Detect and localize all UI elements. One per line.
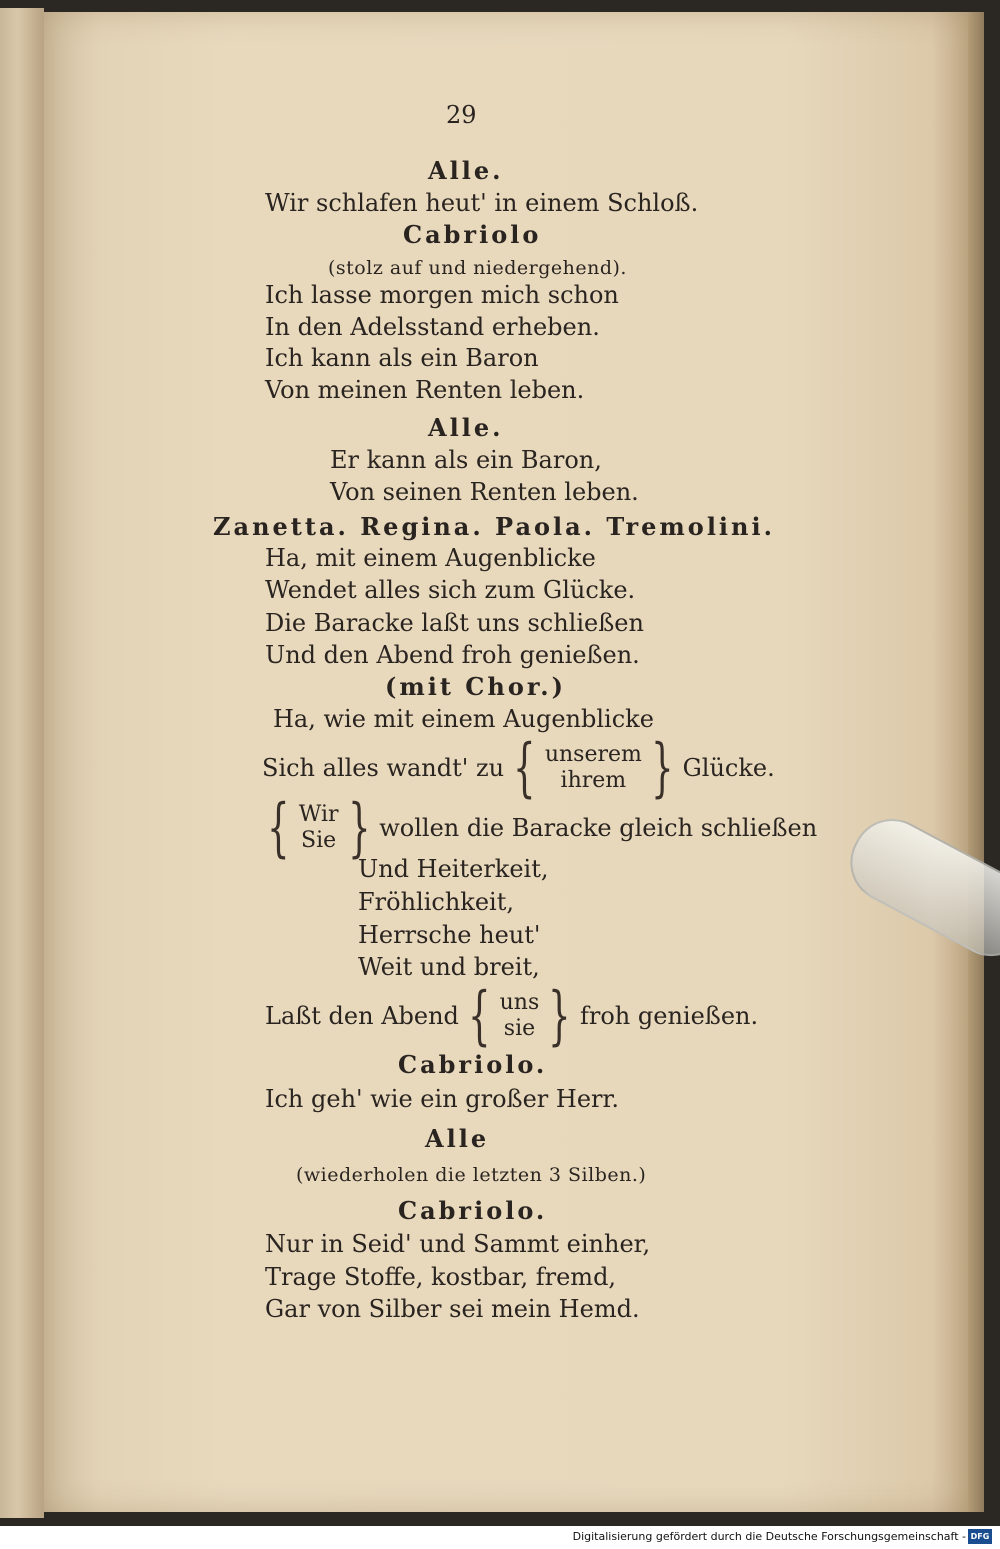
verse-text: froh genießen. bbox=[580, 1002, 759, 1030]
verse-line: Fröhlichkeit, bbox=[358, 888, 514, 916]
alternative-stack bbox=[299, 802, 339, 854]
right-brace: } bbox=[347, 791, 371, 865]
speaker-heading: Alle. bbox=[428, 413, 504, 442]
verse-line: Von meinen Renten leben. bbox=[265, 376, 585, 404]
verse-line: Wendet alles sich zum Glücke. bbox=[265, 576, 636, 604]
verse-line: Gar von Silber sei mein Hemd. bbox=[265, 1295, 640, 1323]
verse-line-with-brace bbox=[258, 791, 818, 865]
alternative-word: ihrem bbox=[560, 768, 627, 793]
left-brace: { bbox=[267, 791, 290, 865]
speaker-heading: Alle. bbox=[428, 156, 504, 185]
alternative-word: sie bbox=[503, 1016, 536, 1041]
alternative-word: Wir bbox=[298, 802, 339, 827]
verse-line: In den Adelsstand erheben. bbox=[265, 313, 600, 341]
verse-line: Er kann als ein Baron, bbox=[330, 446, 602, 474]
verse-line: Ha, mit einem Augenblicke bbox=[265, 544, 596, 572]
stage-direction: (stolz auf und niedergehend). bbox=[328, 257, 627, 279]
verse-text: Laßt den Abend bbox=[265, 1002, 459, 1030]
verse-line: Und Heiterkeit, bbox=[358, 855, 549, 883]
verse-line: Herrsche heut' bbox=[358, 921, 541, 949]
verse-line: Die Baracke laßt uns schließen bbox=[265, 609, 644, 637]
verse-line: Trage Stoffe, kostbar, fremd, bbox=[265, 1263, 617, 1291]
verse-line: Und den Abend froh genießen. bbox=[265, 641, 640, 669]
speaker-heading: Cabriolo. bbox=[398, 1196, 548, 1225]
alternative-stack bbox=[545, 742, 642, 794]
verse-line: Von seinen Renten leben. bbox=[330, 478, 639, 506]
verse-line: Ich lasse morgen mich schon bbox=[265, 281, 619, 309]
right-brace: } bbox=[548, 979, 571, 1053]
verse-line-with-brace bbox=[265, 979, 759, 1053]
dfg-logo-icon: DFG bbox=[968, 1529, 992, 1544]
verse-line: Ha, wie mit einem Augenblicke bbox=[273, 705, 654, 733]
alternative-stack bbox=[500, 990, 540, 1042]
speaker-heading: Cabriolo. bbox=[398, 1050, 548, 1079]
verse-line: Ich kann als ein Baron bbox=[265, 344, 539, 372]
page-right-edge bbox=[968, 12, 984, 1512]
verse-line: Wir schlafen heut' in einem Schloß. bbox=[265, 189, 699, 217]
verse-text: Glücke. bbox=[682, 754, 775, 782]
left-brace: { bbox=[513, 731, 536, 805]
left-brace: { bbox=[468, 979, 491, 1053]
left-page-edge bbox=[0, 8, 44, 1518]
verse-line: Ich geh' wie ein großer Herr. bbox=[265, 1085, 619, 1113]
page-number: 29 bbox=[446, 101, 477, 129]
alternative-word: Sie bbox=[301, 828, 337, 853]
verse-line: Weit und breit, bbox=[358, 953, 540, 981]
verse-text: Sich alles wandt' zu bbox=[262, 754, 505, 782]
verse-text: wollen die Baracke gleich schließen bbox=[379, 814, 818, 842]
verse-line: Nur in Seid' und Sammt einher, bbox=[265, 1230, 651, 1258]
stage-direction: (wiederholen die letzten 3 Silben.) bbox=[296, 1164, 647, 1186]
speaker-heading: Alle bbox=[425, 1124, 490, 1153]
verse-line-with-brace bbox=[262, 731, 775, 805]
speaker-heading: Zanetta. Regina. Paola. Tremolini. bbox=[213, 512, 775, 541]
speaker-heading: Cabriolo bbox=[403, 220, 542, 249]
footer-credit: Digitalisierung gefördert durch die Deutsche Forschungsgemeinschaft - bbox=[572, 1530, 966, 1543]
stage-direction: (mit Chor.) bbox=[385, 672, 567, 701]
alternative-word: unserem bbox=[544, 742, 642, 767]
alternative-word: uns bbox=[499, 990, 540, 1015]
right-brace: } bbox=[651, 731, 674, 805]
